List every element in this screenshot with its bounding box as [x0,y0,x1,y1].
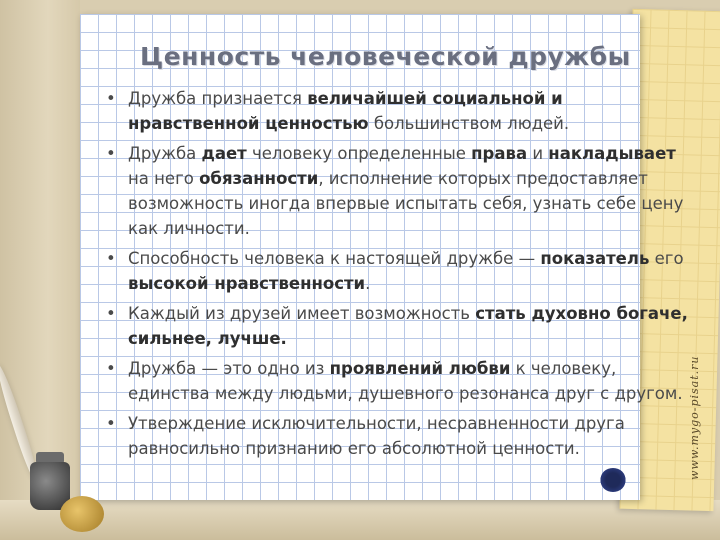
bullet-emphasis-text: проявлений любви [329,359,511,378]
wax-seal-icon [60,496,104,532]
bullet-item [104,411,690,461]
bullet-emphasis-text: обязанности [199,169,319,188]
bullet-text: Способность человека к настоящей дружбе — [128,249,541,268]
bullet-emphasis-text: высокой нравственности [128,274,366,293]
slide-title: Ценность человеческой дружбы [140,42,631,71]
bullet-emphasis-text: величайшей социальной и нравственной ценностью [128,89,563,133]
bullet-text: и [527,144,549,163]
bullet-emphasis-text: накладывает [548,144,676,163]
bullet-emphasis-text: дает [201,144,247,163]
bullet-text: к человеку, единства между людьми, душевного резонанса друг с другом. [128,359,683,403]
bullet-emphasis-text: стать духовно богаче, сильнее, лучше. [128,304,688,348]
site-credit: www.mygo-pisat.ru [688,355,701,480]
bullet-emphasis-text: показатель [540,249,650,268]
ink-blot-icon [600,468,626,492]
bullet-item [104,356,690,406]
bullet-item [104,246,690,296]
bullet-text: на него [128,169,200,188]
bullet-text: . [365,274,371,293]
bullet-item [104,86,690,136]
bullet-text: Дружба признается [128,89,308,108]
bullet-text: большинством людей. [368,114,570,133]
bullet-emphasis-text: права [471,144,528,163]
bullet-item [104,141,690,241]
bullet-item [104,301,690,351]
bullet-text: человеку определенные [246,144,472,163]
background-bottom-panel [0,500,720,540]
bullet-text: , исполнение которых предоставляет возможность иногда впервые испытать себя, узнать себе цену как личности. [128,169,684,238]
bullet-text: Дружба [128,144,202,163]
bullet-text: его [649,249,684,268]
bullet-list [104,86,690,466]
bullet-text: Дружба — это одно из [128,359,330,378]
bullet-text: Каждый из друзей имеет возможность [128,304,476,323]
bullet-text: Утверждение исключительности, несравненности друга равносильно признанию его абсолютной ценности. [128,414,625,458]
